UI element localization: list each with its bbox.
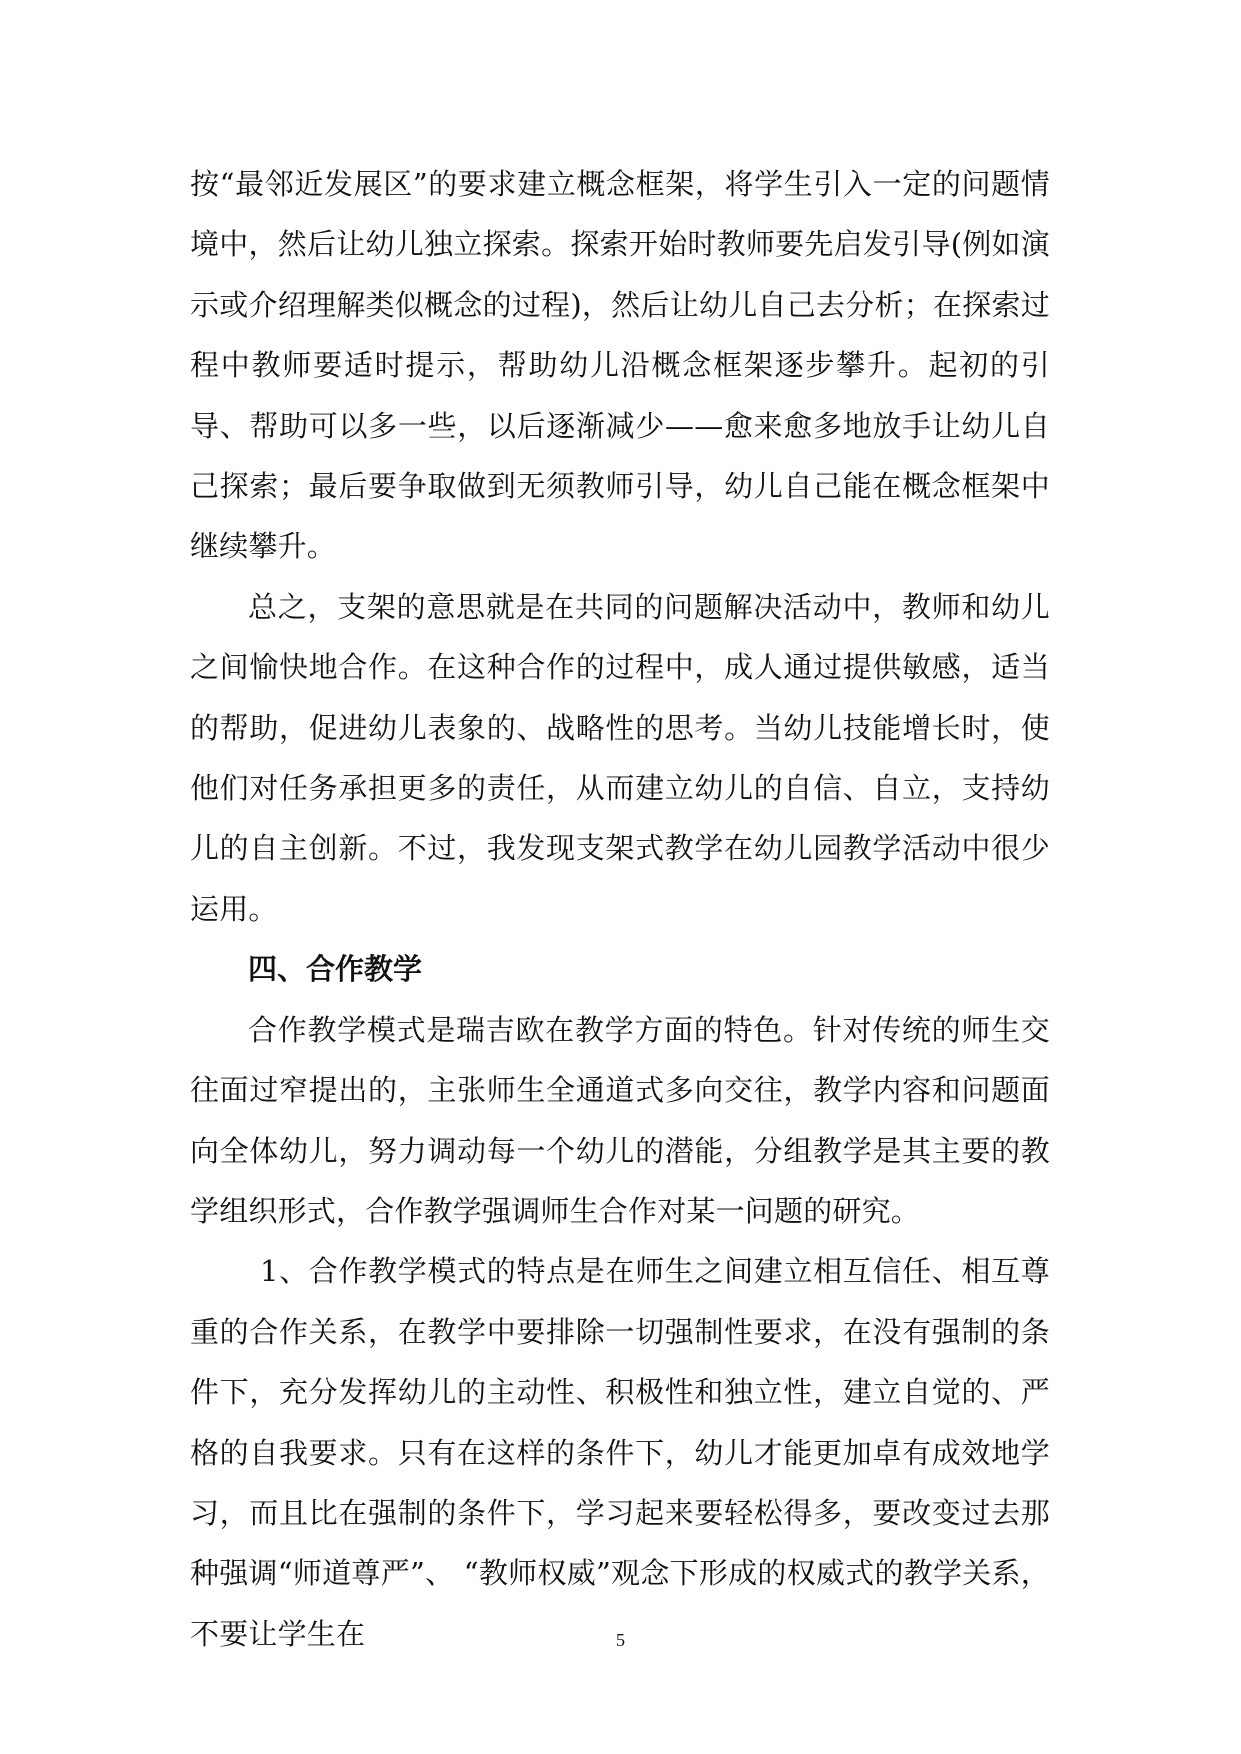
- section-heading-cooperative-teaching: 四、合作教学: [248, 952, 423, 987]
- paragraph-scaffolding-continuation: 按“最邻近发展区”的要求建立概念框架，将学生引入一定的问题情境中，然后让幼儿独立探索。探索开始时教师要先启发引导(例如演示或介绍理解类似概念的过程)，然后让幼儿自己去分析；在探索过程中教师要适时提示，帮助幼儿沿概念框架逐步攀升。起初的引导、帮助可以多一些，以后逐渐减少——愈来愈多地放手让幼儿自己探索；最后要争取做到无须教师引导，幼儿自己能在概念框架中继续攀升。: [190, 167, 1050, 564]
- document-body: [190, 154, 1050, 1664]
- page-number: 5: [616, 1630, 625, 1650]
- paragraph-scaffolding-summary: 总之，支架的意思就是在共同的问题解决活动中，教师和幼儿之间愉快地合作。在这种合作的过程中，成人通过提供敏感，适当的帮助，促进幼儿表象的、战略性的思考。当幼儿技能增长时，使他们对任务承担更多的责任，从而建立幼儿的自信、自立，支持幼儿的自主创新。不过，我发现支架式教学在幼儿园教学活动中很少运用。: [190, 589, 1050, 926]
- paragraph-cooperative-intro: 合作教学模式是瑞吉欧在教学方面的特色。针对传统的师生交往面过窄提出的，主张师生全通道式多向交往，教学内容和问题面向全体幼儿，努力调动每一个幼儿的潜能，分组教学是其主要的教学组织形式，合作教学强调师生合作对某一问题的研究。: [190, 1012, 1050, 1228]
- paragraph-cooperative-features: 1、合作教学模式的特点是在师生之间建立相互信任、相互尊重的合作关系，在教学中要排除一切强制性要求，在没有强制的条件下，充分发挥幼儿的主动性、积极性和独立性，建立自觉的、严格的自我要求。只有在这样的条件下，幼儿才能更加卓有成效地学习，而且比在强制的条件下，学习起来要轻松得多，要改变过去那种强调“师道尊严”、 “教师权威”观念下形成的权威式的教学关系，不要让学生在: [190, 1254, 1050, 1651]
